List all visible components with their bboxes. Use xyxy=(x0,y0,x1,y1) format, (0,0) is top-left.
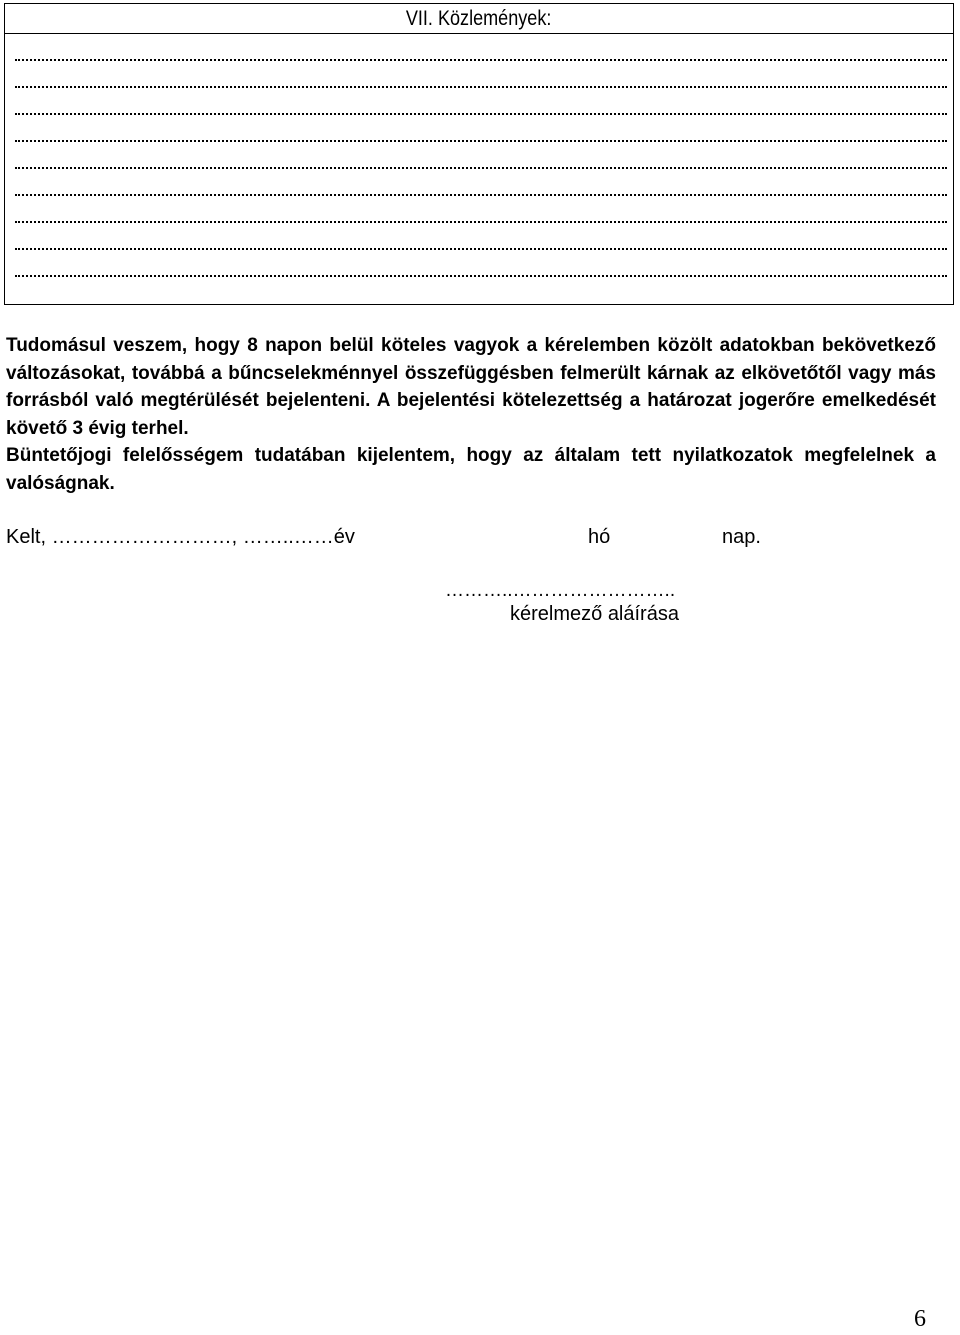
notice-line-9[interactable] xyxy=(15,250,947,277)
notice-line-4[interactable] xyxy=(15,115,947,142)
notice-line-2[interactable] xyxy=(15,61,947,88)
declaration-paragraph-2: Büntetőjogi felelősségem tudatában kijelentem, hogy az általam tett nyilatkozatok megfelelnek a valóságnak. xyxy=(6,445,936,494)
section-title: VII. Közlemények: xyxy=(5,4,953,34)
notice-line-3[interactable] xyxy=(15,88,947,115)
notice-line-6[interactable] xyxy=(15,169,947,196)
notice-line-8[interactable] xyxy=(15,223,947,250)
month-label: hó xyxy=(588,526,611,548)
notice-line-1[interactable] xyxy=(15,34,947,61)
notice-lines xyxy=(15,34,947,277)
notice-line-5[interactable] xyxy=(15,142,947,169)
declaration-text xyxy=(6,332,936,497)
signature-label: kérelmező aláírása xyxy=(510,603,679,625)
date-place-field[interactable]: Kelt, ………………………, ……..……év xyxy=(6,526,355,548)
notices-section xyxy=(4,3,954,305)
page-number: 6 xyxy=(914,1306,926,1332)
day-label: nap. xyxy=(722,526,761,548)
notice-line-7[interactable] xyxy=(15,196,947,223)
declaration-paragraph-1: Tudomásul veszem, hogy 8 napon belül köteles vagyok a kérelemben közölt adatokban bekövetkező változásokat, továbbá a bűncselekménnyel összefüggésben felmerült kárnak az elkövetőtől vagy más forrásból való megtérülését bejelenteni. A bejelentési kötelezettség a határozat jogerőre emelkedését követő 3 évig terhel. xyxy=(6,335,936,439)
signature-line[interactable]: ………..…………………….. xyxy=(445,580,676,601)
